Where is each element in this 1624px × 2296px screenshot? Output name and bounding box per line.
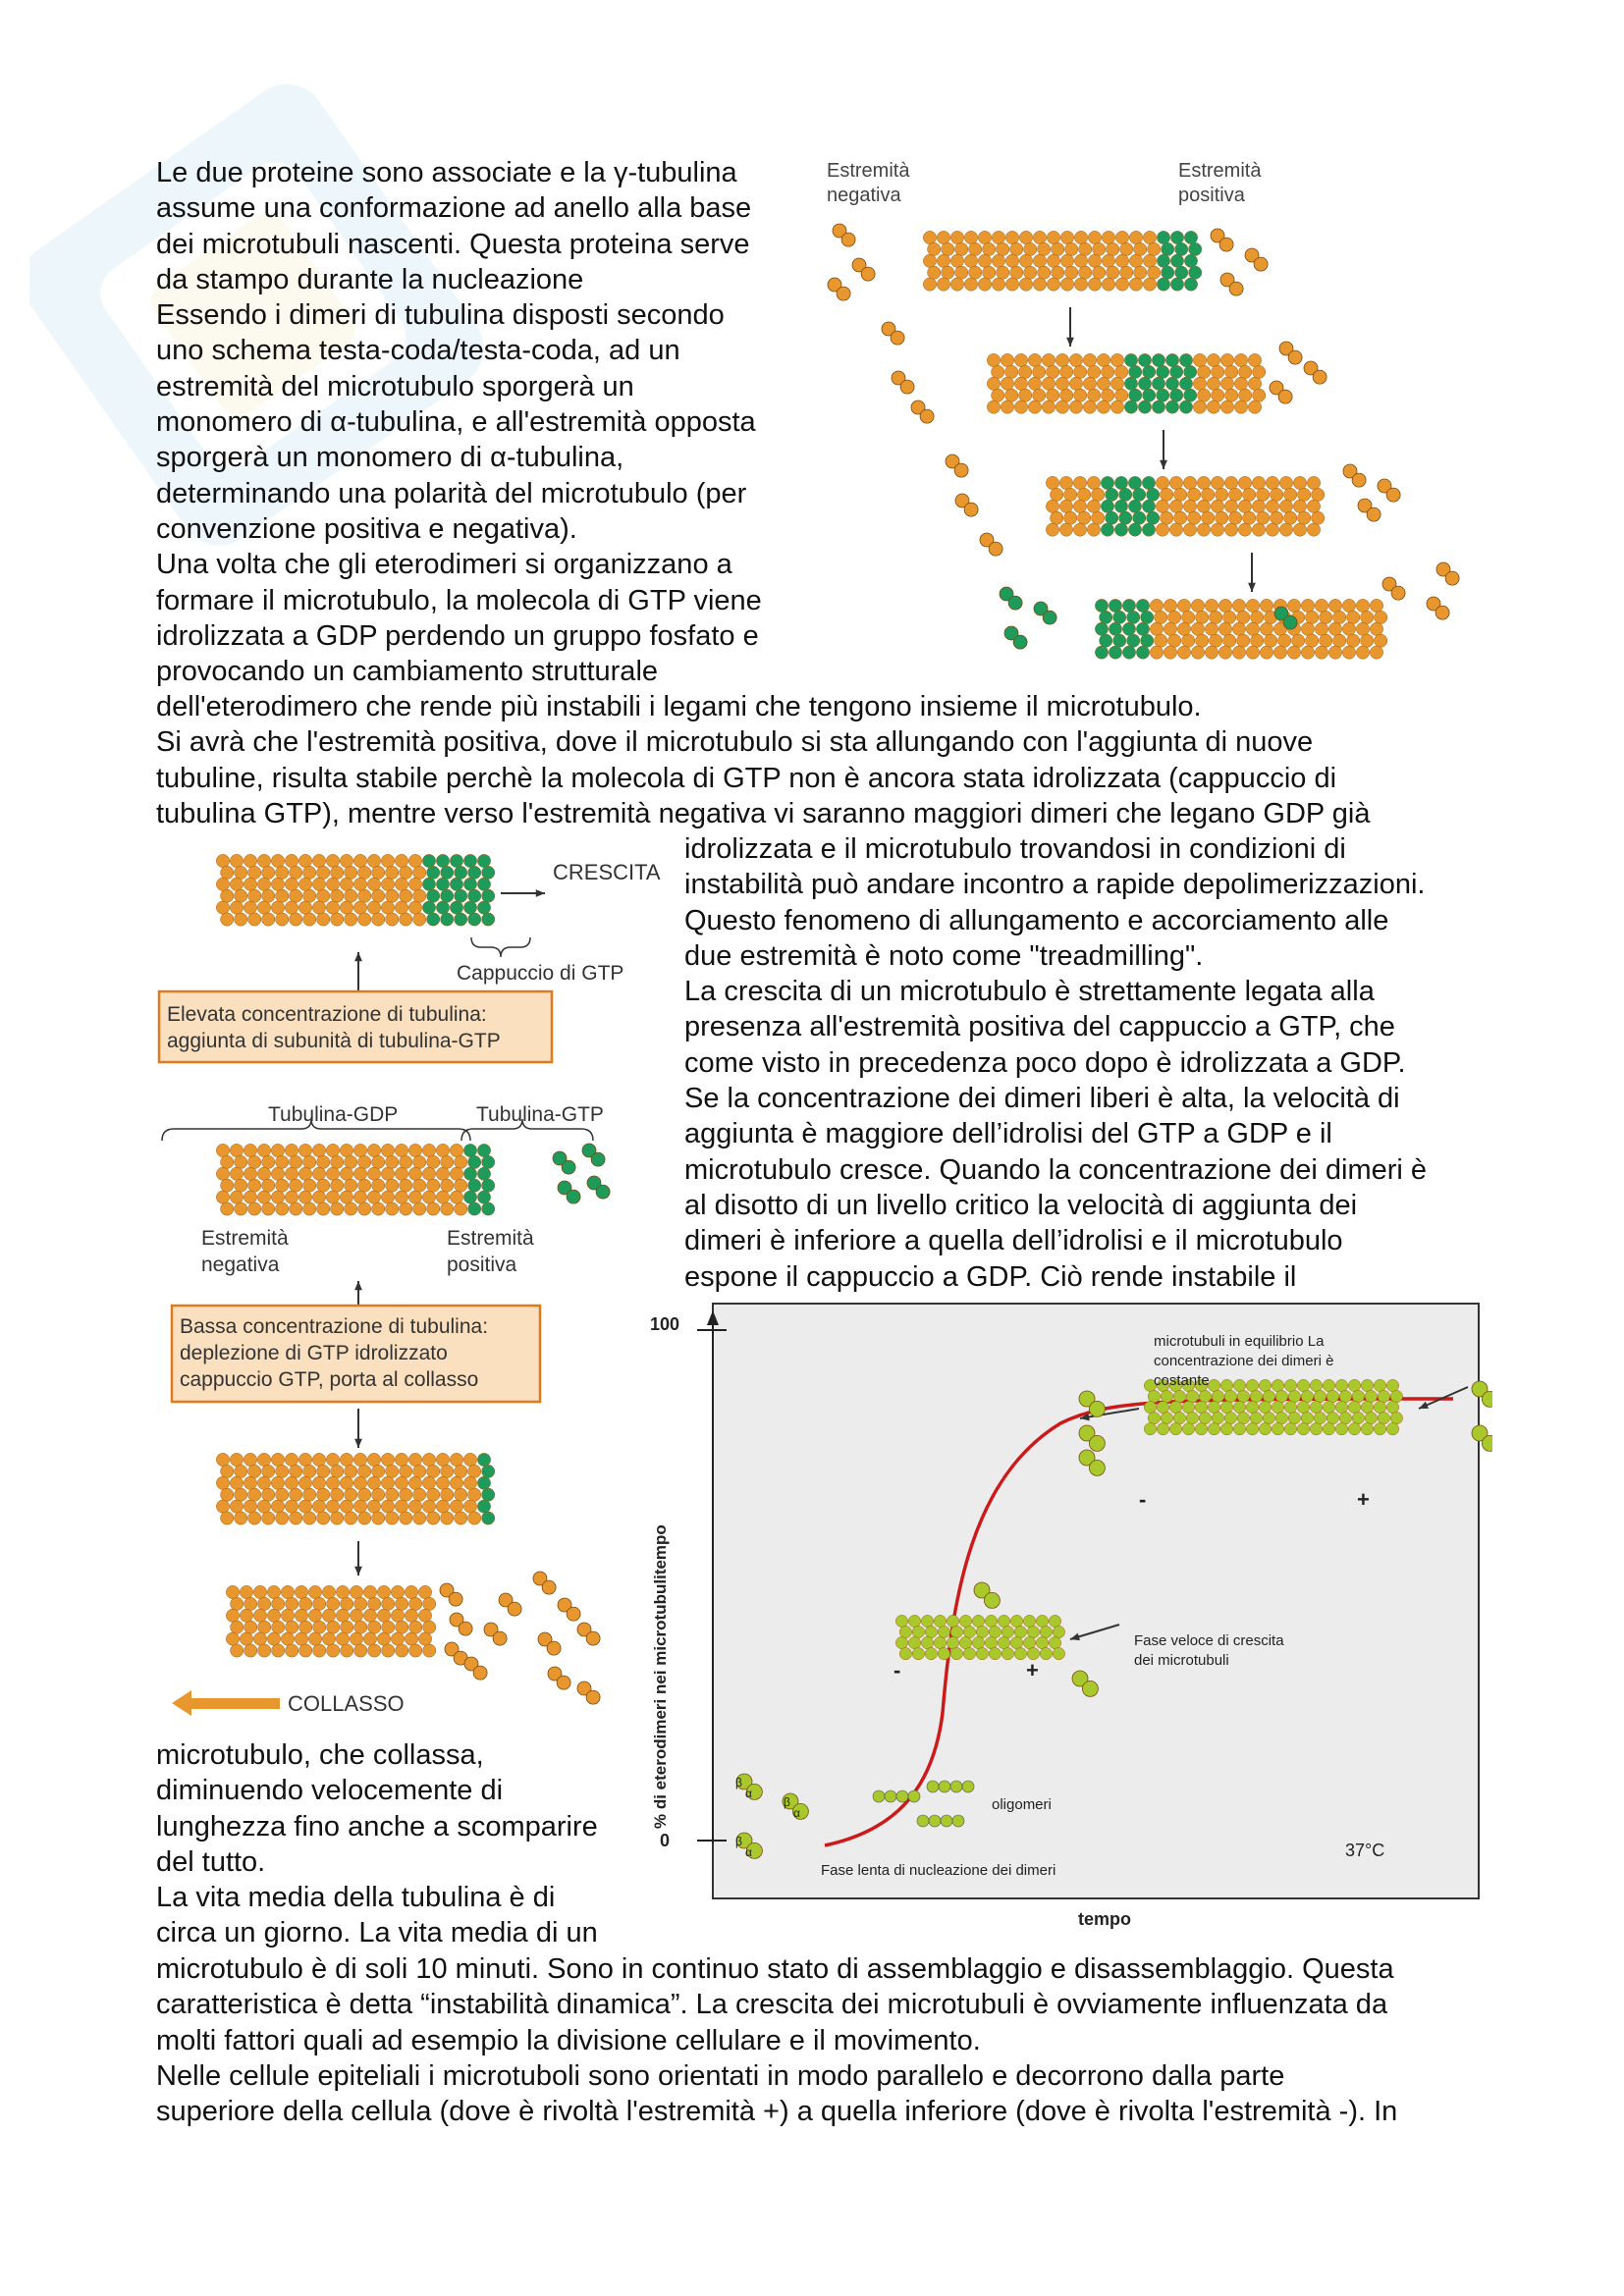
svg-text:deplezione di GTP idrolizzato: deplezione di GTP idrolizzato: [180, 1342, 448, 1364]
svg-text:positiva: positiva: [1178, 185, 1245, 206]
arrow-head: [1160, 460, 1167, 469]
free-dimer-neg: [980, 533, 1002, 556]
microtubule-middle: [216, 1144, 495, 1215]
label-negative-end: Estremità: [827, 160, 910, 182]
microtubule-growing: [216, 854, 495, 926]
label-temperature: 37°C: [1345, 1841, 1385, 1860]
free-dimer-pos: [1211, 229, 1233, 251]
free-dimer-depolymerized: [577, 1682, 600, 1704]
free-dimer-gtp: [582, 1144, 605, 1166]
oligomer-unit: [950, 1781, 962, 1792]
free-dimer-depolymerized: [533, 1572, 556, 1594]
arrow-head: [536, 889, 545, 897]
free-dimer-pos: [1427, 597, 1449, 619]
free-dimer-depolymerized: [445, 1642, 467, 1665]
oligomer-unit: [941, 1815, 952, 1827]
y-tick-100: 100: [650, 1314, 680, 1334]
free-dimer-neg: [833, 224, 855, 246]
alpha-label: α: [745, 1845, 752, 1859]
svg-text:Elevata concentrazione di tubu: Elevata concentrazione di tubulina:: [167, 1003, 487, 1026]
fast-plus: +: [1026, 1658, 1039, 1682]
svg-text:concentrazione dei dimeri è: concentrazione dei dimeri è: [1154, 1353, 1334, 1369]
label-pos-end: Estremità: [447, 1227, 534, 1250]
brace-cap: [471, 937, 530, 957]
paragraph-intro: Le due proteine sono associate e la γ-tubulina assume una conformazione ad anello alla base dei microtubuli nascenti. Questa proteina serve da stampo durante la nucleazione Essendo i dimeri di tubulina disposti secondo uno schema testa-coda/testa-coda, ad un estremità del microtubulo sporgerà un monomero di α-tubulina, e all'estremità opposta sporgerà un monomero di α-tubulina, determinando una polarità del microtubulo (per convenzione positiva e negativa). Una volta che gli eterodimeri si organizzano a formare il microtubulo, la molecola di GTP viene idrolizzata a GDP perdendo un gruppo fosfato e provocando un cambiamento strutturale: [156, 157, 762, 688]
free-dimer-pos: [1382, 577, 1405, 600]
beta-label: β: [735, 1835, 742, 1848]
free-dimer-depolymerized: [484, 1623, 507, 1645]
oligomer-unit: [952, 1815, 964, 1827]
free-dimer-neg: [911, 400, 934, 423]
label-oligomers: oligomeri: [992, 1796, 1052, 1813]
label-positive-end: Estremità: [1178, 160, 1262, 182]
label-fast-phase: Fase veloce di crescita: [1134, 1632, 1284, 1649]
arrow-head: [354, 1439, 362, 1448]
free-dimer-gtp: [587, 1176, 610, 1199]
svg-text:costante: costante: [1154, 1372, 1210, 1389]
microtubule-fast-growth: [895, 1615, 1064, 1660]
figure-treadmilling: [815, 147, 1492, 677]
free-dimer-gdp: [1004, 626, 1027, 649]
free-dimer-pos: [1343, 464, 1366, 487]
svg-text:negativa: negativa: [827, 185, 901, 206]
alpha-label: α: [793, 1806, 800, 1820]
free-dimer-pos: [1358, 499, 1380, 521]
free-dimer-pos: [1270, 381, 1292, 403]
paragraph-left-column: microtubulo, che collassa, diminuendo velocemente di lunghezza fino anche a scomparire del tutto. La vita media della tubulina è di circa un giorno. La vita media di un: [156, 1739, 598, 1949]
paragraph-right-column: idrolizzata e il microtubulo trovandosi in condizioni di instabilità può andare incontro a rapide depolimerizzazioni. Questo fenomeno di allungamento e accorciamento alle due estremità è noto come "treadmilling". La crescita di un microtubulo è strettamente legata alla presenza all'estremità positiva del cappuccio a GTP, che come visto in precedenza poco dopo è idrolizzata a GDP. Se la concentrazione dei dimeri liberi è alta, la velocità di aggiunta è maggiore dell’idrolisi del GTP a GDP e il microtubulo cresce. Quando la concentrazione dei dimeri è al disotto di un livello critico la velocità di aggiunta dei dimeri è inferiore a quella dell’idrolisi e il microtubulo espone il cappuccio a GDP. Ciò rende instabile il: [684, 833, 1428, 1293]
oligomer-unit: [927, 1781, 939, 1792]
chart-background: [713, 1304, 1479, 1898]
svg-text:cappuccio GTP, porta al collas: cappuccio GTP, porta al collasso: [180, 1368, 479, 1391]
free-dimer-depolymerized: [450, 1613, 472, 1635]
x-axis-label: tempo: [1078, 1909, 1131, 1929]
free-dimer-depolymerized: [548, 1667, 570, 1689]
beta-label: β: [784, 1795, 790, 1809]
arrow-head: [1248, 583, 1256, 592]
oligomer-unit: [929, 1815, 941, 1827]
oligomer-unit: [885, 1790, 896, 1802]
free-dimer-gdp: [1034, 602, 1056, 624]
free-dimer-pos: [1304, 361, 1326, 384]
microtubule-stage-2: [987, 353, 1266, 413]
free-dimer-pos: [1378, 479, 1400, 502]
free-dimer-depolymerized: [538, 1632, 561, 1655]
eq-minus: -: [1139, 1487, 1147, 1512]
label-crescita: CRESCITA: [553, 860, 661, 884]
oligomer-unit: [917, 1815, 929, 1827]
label-collasso: COLLASSO: [288, 1691, 405, 1716]
microtubule-collapsing: [226, 1585, 436, 1657]
label-neg-end: Estremità: [201, 1227, 289, 1250]
microtubule-stage-1: [923, 231, 1202, 291]
free-dimer-depolymerized: [440, 1583, 462, 1606]
free-dimer-gtp: [558, 1181, 580, 1203]
free-dimer-depolymerized: [558, 1598, 580, 1621]
oligomer-unit: [962, 1781, 974, 1792]
alpha-label: α: [745, 1787, 752, 1800]
svg-text:negativa: negativa: [201, 1254, 280, 1276]
oligomer-unit: [908, 1790, 920, 1802]
free-dimer-neg: [892, 371, 914, 394]
eq-plus: +: [1357, 1487, 1370, 1512]
arrow-head: [1066, 338, 1074, 347]
oligomer-unit: [939, 1781, 950, 1792]
free-dimer-depolymerized: [577, 1623, 600, 1645]
figure-growth-curve: [638, 1301, 1492, 1929]
label-tubulin-gtp: Tubulina-GTP: [476, 1103, 604, 1126]
free-dimer-pos: [1220, 273, 1243, 295]
arrow-collasso: [172, 1690, 280, 1716]
y-axis-label: % di eterodimeri nei microtubulitempo: [651, 1524, 670, 1829]
free-dimer-neg: [828, 278, 850, 300]
free-dimer-neg: [852, 258, 875, 281]
free-dimer-gtp: [553, 1151, 575, 1174]
label-cap-gtp: Cappuccio di GTP: [457, 962, 624, 985]
free-dimer-depolymerized: [464, 1657, 487, 1680]
free-dimer-neg: [882, 322, 904, 345]
svg-text:aggiunta di subunità di tubuli: aggiunta di subunità di tubulina-GTP: [167, 1030, 501, 1052]
arrow-head: [354, 1281, 362, 1290]
label-tubulin-gdp: Tubulina-GDP: [268, 1103, 399, 1126]
y-tick-0: 0: [660, 1831, 671, 1850]
free-dimer-depolymerized: [499, 1593, 521, 1616]
free-dimer-pos: [1245, 248, 1268, 271]
svg-text:Bassa concentrazione di tubuli: Bassa concentrazione di tubulina:: [180, 1315, 489, 1338]
oligomer-unit: [896, 1790, 908, 1802]
free-dimer-neg: [946, 454, 968, 477]
free-dimer-pos: [1436, 562, 1459, 585]
fast-minus: -: [893, 1658, 901, 1682]
oligomer-unit: [873, 1790, 885, 1802]
label-equilibrium: microtubuli in equilibrio La: [1154, 1333, 1325, 1350]
microtubule-stage-4: [1095, 599, 1387, 659]
free-dimer-neg: [955, 494, 978, 516]
svg-text:dei microtubuli: dei microtubuli: [1134, 1652, 1229, 1669]
free-dimer-gdp: [1000, 587, 1022, 610]
paragraph-full-2: microtubulo è di soli 10 minuti. Sono in continuo stato di assemblaggio e disassemblaggio. Questa caratteristica è detta “instabilità dinamica”. La crescita dei microtubuli è ovviamente influenzata da molti fattori quali ad esempio la divisione cellulare e il movimento. Nelle cellule epiteliali i microtuboli sono orientati in modo parallelo e decorrono dalla parte superiore della cellula (dove è rivoltà l'estremità +) a quella inferiore (dove è rivolta l'estremità -). In: [156, 1953, 1398, 2128]
microtubule-unstable: [216, 1453, 495, 1524]
arrow-head: [354, 1567, 362, 1575]
label-slow-phase: Fase lenta di nucleazione dei dimeri: [821, 1862, 1056, 1879]
microtubule-stage-3: [1046, 476, 1325, 536]
figure-dynamic-instability: [152, 844, 680, 1728]
free-dimer-pos: [1279, 342, 1302, 364]
svg-text:positiva: positiva: [447, 1254, 517, 1276]
arrow-head: [354, 952, 362, 961]
beta-label: β: [735, 1776, 742, 1789]
paragraph-full-1: dell'eterodimero che rende più instabili i legami che tengono insieme il microtubulo. Si avrà che l'estremità positiva, dove il microtubulo si sta allungando con l'aggiunta di nuove tubuline, risulta stabile perchè la molecola di GTP non è ancora stata idrolizzata (cappuccio di tubulina GTP), mentre verso l'estremità negativa vi saranno maggiori dimeri che legano GDP già: [156, 691, 1371, 829]
